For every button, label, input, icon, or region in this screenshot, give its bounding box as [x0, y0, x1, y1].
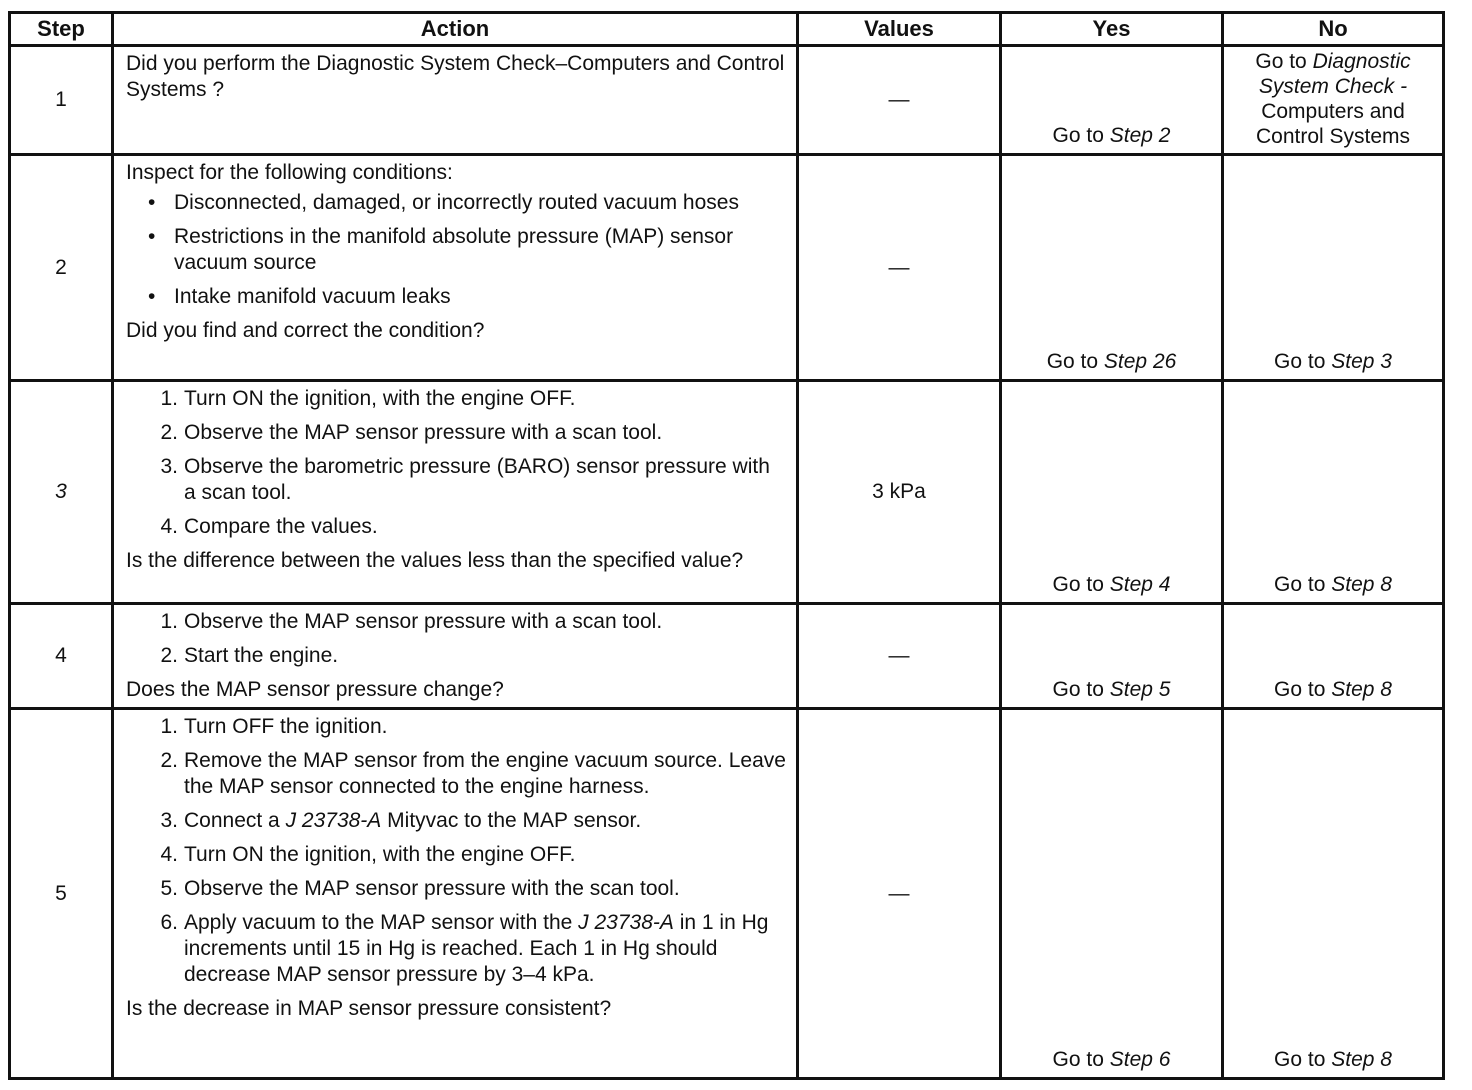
table-row [10, 46, 1444, 155]
item-number: 6. [160, 911, 178, 934]
step-number: 4 [10, 604, 113, 709]
question-text: Is the difference between the values less than the specified value? [126, 549, 744, 572]
no-cell [1223, 604, 1444, 709]
item-number: 4. [160, 515, 178, 538]
item-text: Restrictions in the manifold absolute pressure (MAP) sensor vacuum source [174, 225, 734, 274]
bullet-icon: • [148, 225, 156, 248]
step-number: 3 [10, 381, 113, 604]
action-cell [113, 381, 798, 604]
no-cell [1223, 46, 1444, 155]
header-action: Action [113, 13, 798, 46]
table-row [10, 381, 1444, 604]
item-text: Observe the MAP sensor pressure with a scan tool. [184, 610, 663, 633]
no-cell [1223, 709, 1444, 1079]
list-item [126, 876, 786, 902]
no-procedure-link[interactable]: Diagnostic System Check - [1258, 50, 1411, 98]
question-text: Is the decrease in MAP sensor pressure consistent? [126, 997, 612, 1020]
no-cell [1223, 155, 1444, 381]
item-text: Turn ON the ignition, with the engine OFF. [184, 843, 576, 866]
value-cell: 3 kPa [798, 381, 1001, 604]
diagnostic-table [8, 11, 1445, 1080]
intro-text: Inspect for the following conditions: [126, 161, 453, 184]
item-text-pre: Connect a [184, 809, 280, 832]
bullet-icon: • [148, 191, 156, 214]
item-number: 5. [160, 877, 178, 900]
item-text: Observe the MAP sensor pressure with the scan tool. [184, 877, 680, 900]
list-item [126, 643, 786, 669]
item-text-pre: Apply vacuum to the MAP sensor with the [184, 911, 573, 934]
action-cell [113, 155, 798, 381]
item-text: Observe the barometric pressure (BARO) sensor pressure with a scan tool. [184, 455, 770, 504]
yes-cell [1001, 381, 1223, 604]
item-text: Turn ON the ignition, with the engine OFF. [184, 387, 576, 410]
yes-step-link[interactable]: Step 6 [1109, 1048, 1171, 1071]
go-to-label: Go to [1274, 678, 1326, 701]
go-to-label: Go to [1052, 124, 1104, 147]
list-item [126, 842, 786, 868]
list-item [126, 714, 786, 740]
procedure-list [126, 386, 786, 540]
question-text: Does the MAP sensor pressure change? [126, 678, 504, 701]
go-to-label: Go to [1052, 1048, 1104, 1071]
header-no: No [1223, 13, 1444, 46]
item-text: Start the engine. [184, 644, 339, 667]
step-number: 1 [10, 46, 113, 155]
item-text-post: Mityvac to the MAP sensor. [387, 809, 642, 832]
go-to-label: Go to [1046, 350, 1099, 373]
yes-step-link[interactable]: Step 26 [1103, 350, 1177, 373]
table-row [10, 155, 1444, 381]
item-number: 3. [160, 809, 178, 832]
tool-name: J 23738-A [578, 911, 674, 934]
question-text: Did you perform the Diagnostic System Check–Computers and Control Systems ? [126, 52, 785, 101]
item-number: 1. [160, 387, 178, 410]
action-cell [113, 46, 798, 155]
item-number: 1. [160, 715, 178, 738]
go-to-label: Go to [1274, 573, 1326, 596]
yes-cell [1001, 46, 1223, 155]
yes-cell [1001, 155, 1223, 381]
item-text: Turn OFF the ignition. [184, 715, 388, 738]
header-values: Values [798, 13, 1001, 46]
action-cell [113, 604, 798, 709]
header-yes: Yes [1001, 13, 1223, 46]
no-step-link[interactable]: Step 8 [1331, 1048, 1392, 1071]
list-item [126, 386, 786, 412]
list-item [126, 420, 786, 446]
yes-step-link[interactable]: Step 4 [1109, 573, 1171, 596]
bullet-icon: • [148, 285, 156, 308]
item-number: 1. [160, 610, 178, 633]
item-number: 2. [160, 749, 178, 772]
no-step-link[interactable]: Step 8 [1331, 678, 1392, 701]
yes-step-link[interactable]: Step 5 [1109, 678, 1171, 701]
list-item [126, 808, 786, 834]
item-number: 2. [160, 421, 178, 444]
list-item [126, 748, 786, 800]
value-cell: — [798, 604, 1001, 709]
list-item [126, 454, 786, 506]
go-to-label: Go to [1052, 678, 1104, 701]
go-to-label: Go to [1274, 1048, 1326, 1071]
tool-name: J 23738-A [285, 809, 382, 832]
item-text-post: in 1 in Hg increments until 15 in Hg is reached. Each 1 in Hg should decrease MAP sensor pressure by 3–4 kPa. [184, 911, 769, 986]
item-number: 4. [160, 843, 178, 866]
yes-cell [1001, 604, 1223, 709]
step-number: 2 [10, 155, 113, 381]
list-item [126, 609, 786, 635]
action-cell [113, 709, 798, 1079]
go-to-label: Go to [1274, 350, 1326, 373]
item-number: 3. [160, 455, 178, 478]
go-to-label: Go to [1255, 50, 1307, 73]
value-cell: — [798, 155, 1001, 381]
go-to-label: Go to [1052, 573, 1104, 596]
value-cell: — [798, 46, 1001, 155]
question-text: Did you find and correct the condition? [126, 319, 485, 342]
yes-cell [1001, 709, 1223, 1079]
table-row [10, 709, 1444, 1079]
item-number: 2. [160, 644, 178, 667]
no-cell [1223, 381, 1444, 604]
item-text: Compare the values. [184, 515, 378, 538]
step-number: 5 [10, 709, 113, 1079]
no-step-link[interactable]: Step 8 [1331, 573, 1392, 596]
list-item [126, 224, 786, 276]
header-row [10, 13, 1444, 46]
item-text: Disconnected, damaged, or incorrectly routed vacuum hoses [174, 191, 739, 214]
item-text: Intake manifold vacuum leaks [174, 285, 451, 308]
table-row [10, 604, 1444, 709]
no-procedure-tail: Computers and Control Systems [1255, 100, 1411, 148]
list-item [126, 284, 786, 310]
no-step-link[interactable]: Step 3 [1331, 350, 1392, 373]
condition-list [126, 190, 786, 310]
list-item [126, 190, 786, 216]
list-item [126, 910, 786, 988]
value-cell: — [798, 709, 1001, 1079]
list-item [126, 514, 786, 540]
header-step: Step [10, 13, 113, 46]
yes-step-link[interactable]: Step 2 [1109, 124, 1171, 147]
procedure-list [126, 609, 786, 669]
item-text: Remove the MAP sensor from the engine vacuum source. Leave the MAP sensor connected to the engine harness. [184, 749, 786, 798]
procedure-list [126, 714, 786, 988]
item-text: Observe the MAP sensor pressure with a scan tool. [184, 421, 663, 444]
